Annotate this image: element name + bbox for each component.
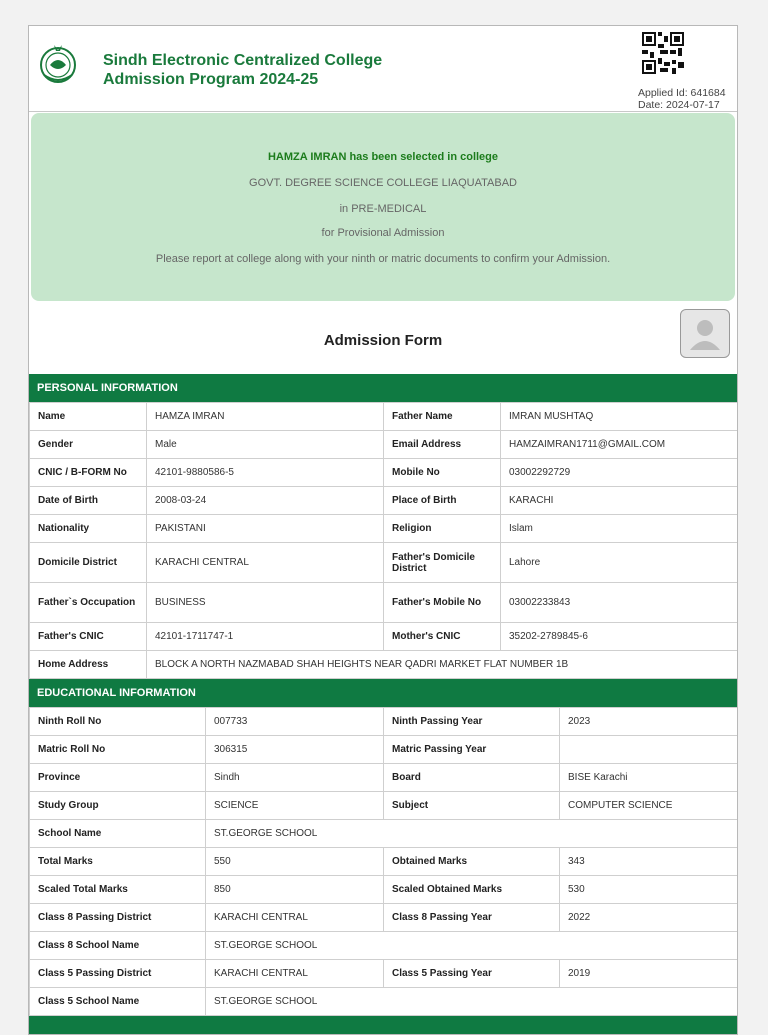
field-label: Father's Mobile No [384,583,501,623]
field-label: Father`s Occupation [30,583,147,623]
field-label: Father Name [384,403,501,431]
table-row [30,736,738,764]
sindh-seal-logo-icon [36,41,80,85]
table-row [30,876,738,904]
table-row [30,848,738,876]
table-row [30,515,738,543]
field-label: Study Group [30,792,206,820]
table-row [30,583,738,623]
program-title-line2: Admission Program 2024-25 [103,71,319,88]
field-value: BISE Karachi [560,764,738,792]
field-label: Province [30,764,206,792]
field-label: Home Address [30,651,147,679]
field-label: Gender [30,431,147,459]
personal-info-table [29,402,738,679]
field-label: Class 8 Passing Year [384,904,560,932]
field-label: Email Address [384,431,501,459]
field-label: Name [30,403,147,431]
table-row [30,623,738,651]
field-value: ST.GEORGE SCHOOL [206,820,738,848]
application-meta [638,87,726,111]
field-value: 35202-2789845-6 [501,623,738,651]
field-value: 42101-1711747-1 [147,623,384,651]
field-value: ST.GEORGE SCHOOL [206,988,738,1016]
educational-info-heading: EDUCATIONAL INFORMATION [29,679,737,707]
header [29,26,737,112]
field-value: 2008-03-24 [147,487,384,515]
field-label: Class 5 Passing Year [384,960,560,988]
field-value: SCIENCE [206,792,384,820]
table-row [30,431,738,459]
table-row [30,764,738,792]
applied-id: Applied Id: 641684 [638,87,726,99]
selection-status: HAMZA IMRAN has been selected in college [267,151,499,163]
field-value: 2022 [560,904,738,932]
field-label: Ninth Passing Year [384,708,560,736]
field-label: Scaled Total Marks [30,876,206,904]
application-date: Date: 2024-07-17 [638,99,720,111]
field-value: Sindh [206,764,384,792]
field-value: COMPUTER SCIENCE [560,792,738,820]
field-value: 850 [206,876,384,904]
field-value: Lahore [501,543,738,583]
field-label: Board [384,764,560,792]
field-label: Date of Birth [30,487,147,515]
field-value: KARACHI CENTRAL [206,960,384,988]
field-label: Nationality [30,515,147,543]
field-value: 530 [560,876,738,904]
field-label: Scaled Obtained Marks [384,876,560,904]
field-label: Religion [384,515,501,543]
table-row [30,459,738,487]
field-label: Class 5 School Name [30,988,206,1016]
field-value: HAMZA IMRAN [147,403,384,431]
table-row [30,543,738,583]
field-label: Domicile District [30,543,147,583]
field-label: Subject [384,792,560,820]
field-value: Islam [501,515,738,543]
table-row [30,792,738,820]
field-value: PAKISTANI [147,515,384,543]
table-row [30,904,738,932]
educational-info-table [29,707,738,1016]
field-value: 007733 [206,708,384,736]
table-row [30,960,738,988]
table-row [30,820,738,848]
table-row [30,487,738,515]
field-label: Obtained Marks [384,848,560,876]
field-value: IMRAN MUSHTAQ [501,403,738,431]
field-label: Mobile No [384,459,501,487]
field-value [560,736,738,764]
table-row [30,651,738,679]
field-value: 343 [560,848,738,876]
program-title-line1: Sindh Electronic Centralized College [103,52,383,69]
program-name: in PRE-MEDICAL [339,203,427,215]
table-row [30,932,738,960]
admission-form-page [28,25,738,1035]
field-label: Father's Domicile District [384,543,501,583]
field-value: KARACHI [501,487,738,515]
table-row [30,708,738,736]
field-value: Male [147,431,384,459]
field-value: KARACHI CENTRAL [147,543,384,583]
field-value: BLOCK A NORTH NAZMABAD SHAH HEIGHTS NEAR QADRI MARKET FLAT NUMBER 1B [147,651,738,679]
field-value: 2023 [560,708,738,736]
college-name: GOVT. DEGREE SCIENCE COLLEGE LIAQUATABAD [249,177,517,189]
field-label: CNIC / B-FORM No [30,459,147,487]
field-label: Ninth Roll No [30,708,206,736]
field-label: Father's CNIC [30,623,147,651]
field-value: ST.GEORGE SCHOOL [206,932,738,960]
field-label: Class 5 Passing District [30,960,206,988]
admission-type: for Provisional Admission [321,227,445,239]
field-value: KARACHI CENTRAL [206,904,384,932]
report-instruction: Please report at college along with your ninth or matric documents to confirm your Admission. [155,253,611,265]
field-value: 42101-9880586-5 [147,459,384,487]
form-title: Admission Form [323,332,443,349]
field-value: BUSINESS [147,583,384,623]
field-value: 2019 [560,960,738,988]
field-label: Matric Roll No [30,736,206,764]
field-value: 306315 [206,736,384,764]
field-label: Class 8 School Name [30,932,206,960]
field-label: Class 8 Passing District [30,904,206,932]
field-label: Total Marks [30,848,206,876]
personal-info-heading: PERSONAL INFORMATION [29,374,737,402]
selection-notice [31,113,735,301]
user-avatar-icon [680,309,730,358]
field-label: School Name [30,820,206,848]
field-value: 550 [206,848,384,876]
qr-code-icon [642,32,684,74]
field-label: Matric Passing Year [384,736,560,764]
field-value: 03002233843 [501,583,738,623]
field-value: 03002292729 [501,459,738,487]
field-label: Mother's CNIC [384,623,501,651]
footer-bar [29,1016,737,1035]
field-label: Place of Birth [384,487,501,515]
table-row [30,988,738,1016]
program-title [103,51,382,89]
table-row [30,403,738,431]
field-value: HAMZAIMRAN1711@GMAIL.COM [501,431,738,459]
